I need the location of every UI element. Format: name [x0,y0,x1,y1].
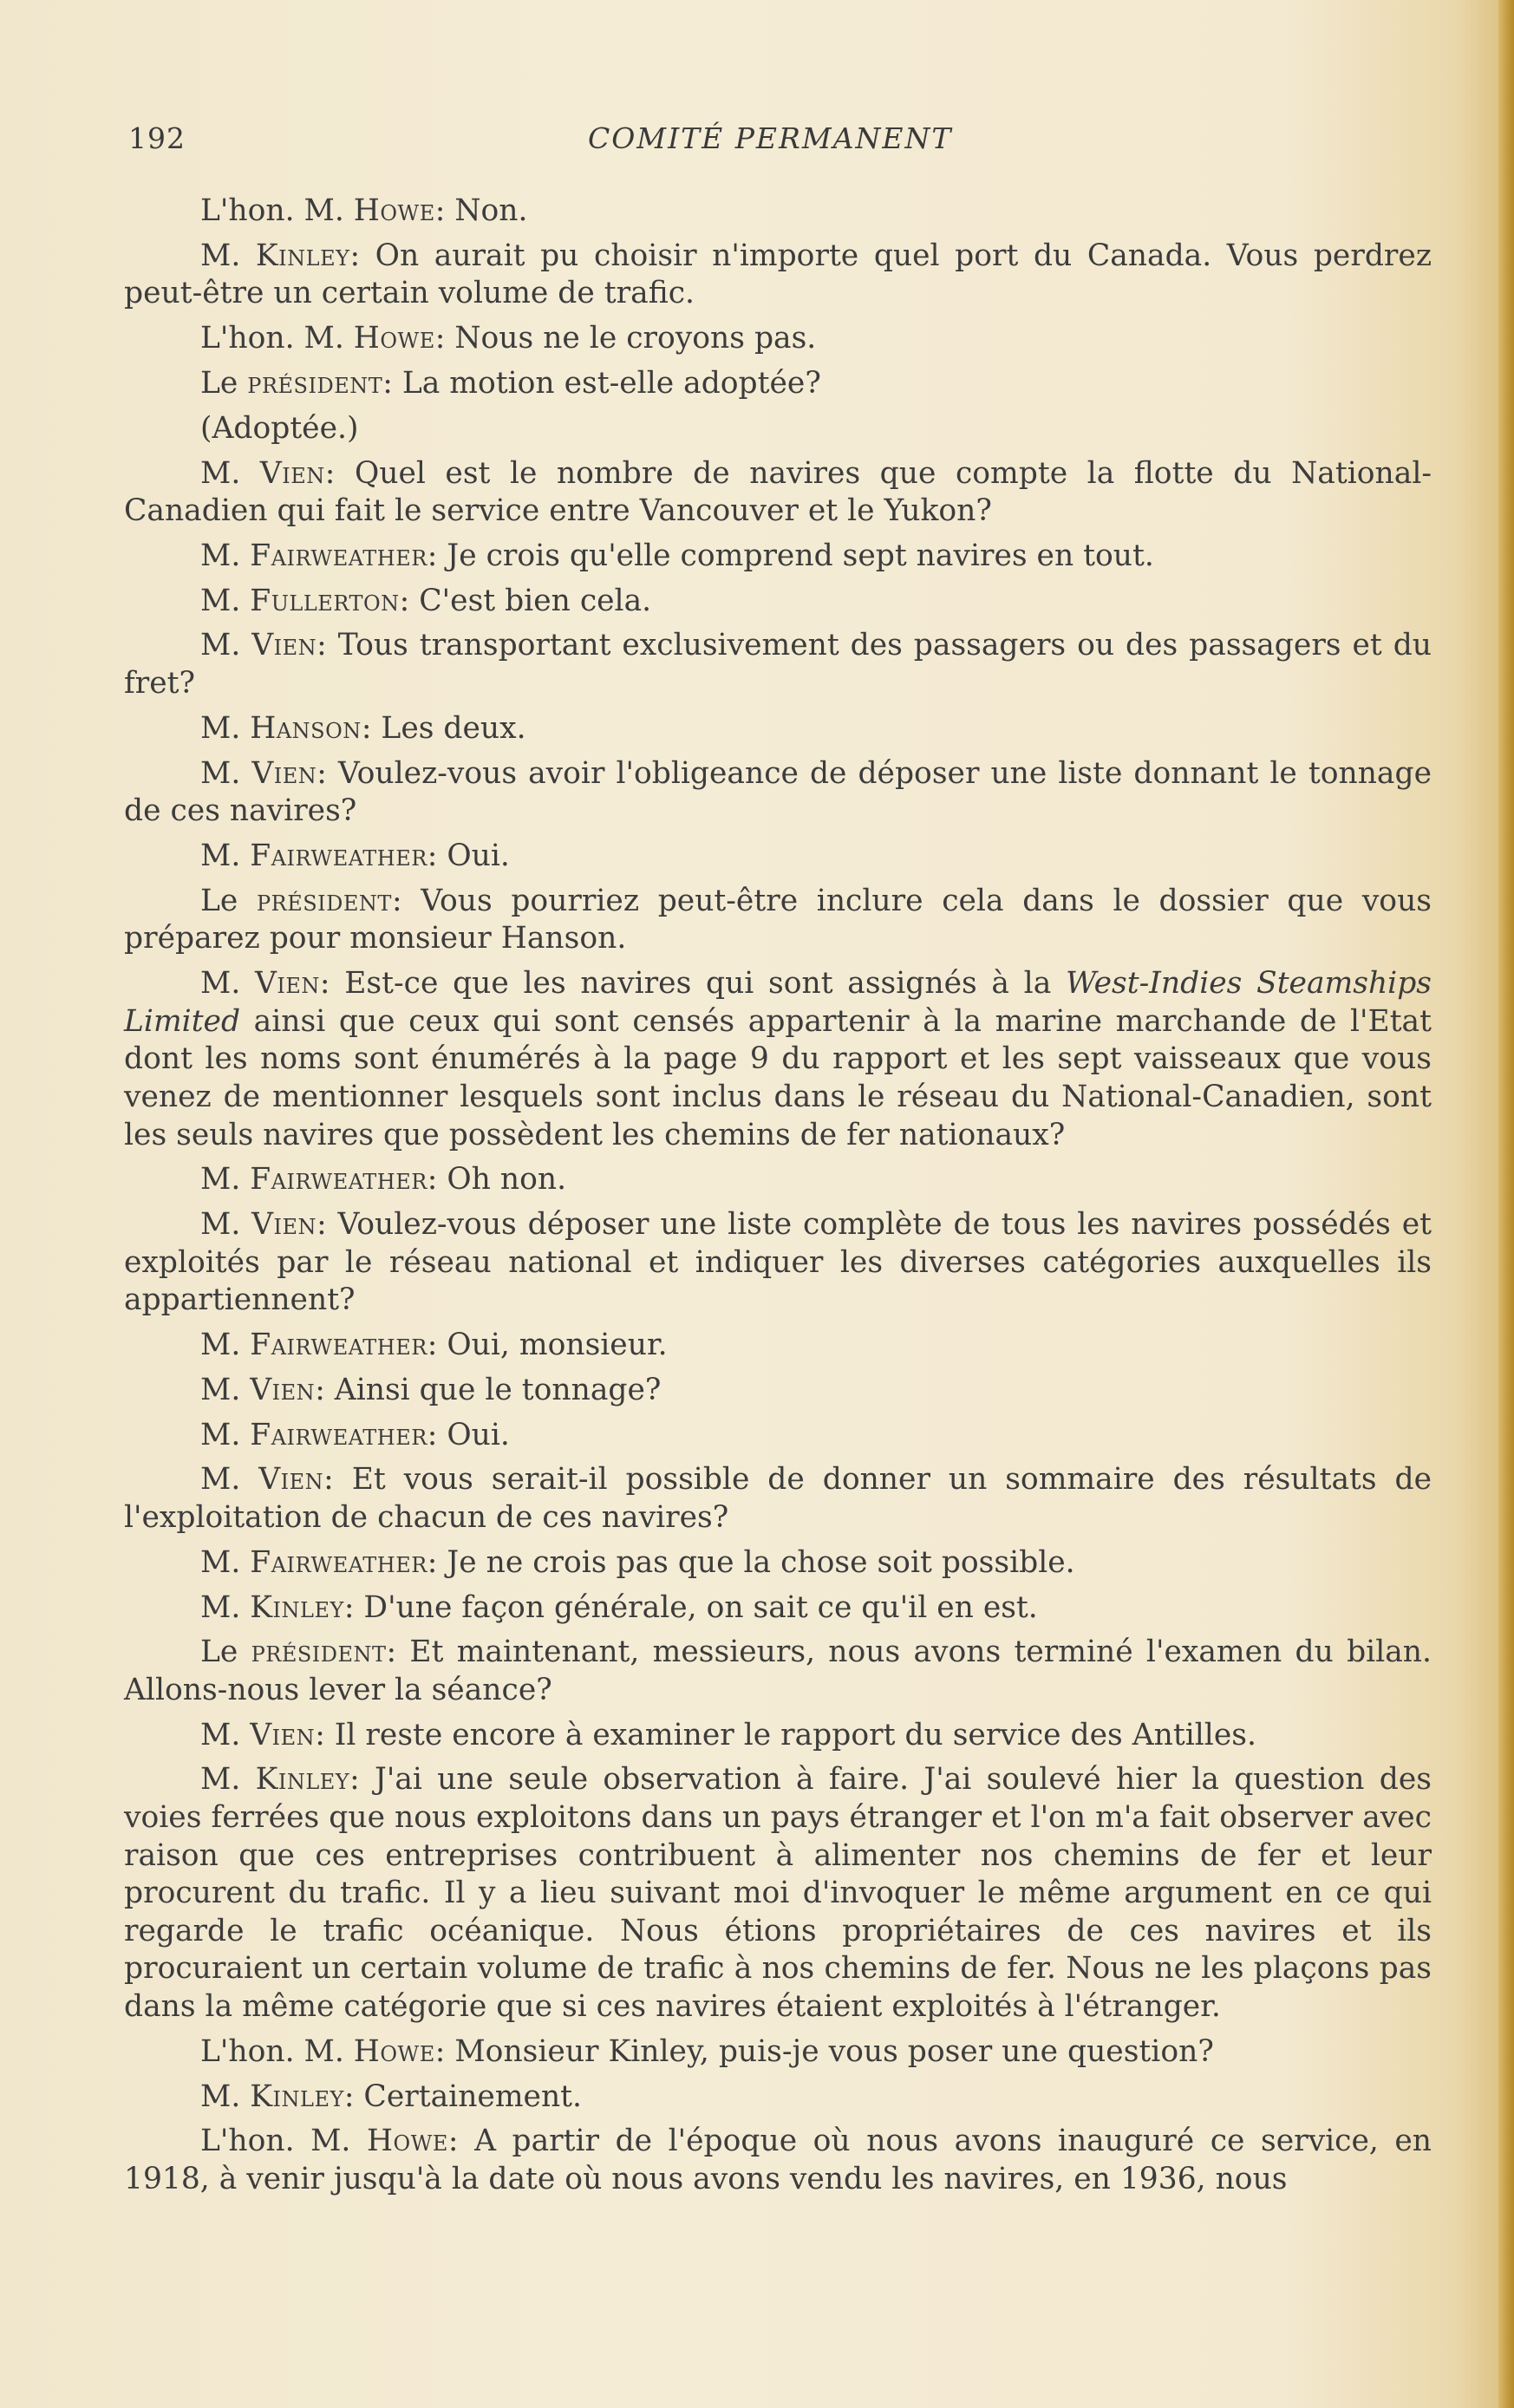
speaker-name: Howe [353,321,435,356]
paragraph-text: J'ai une seule observation à faire. J'ai soulevé hier la question des voies ferrées que nous exploitons dans un pays étranger et l'on m'a fait observer avec raison que ces entreprises contribuent à alimenter nos chemins de fer et leur procurent du trafic. Il y a lieu suivant moi d'invoquer le même argument en ce qui regarde le trafic océanique. Nous étions propriétaires de ces navires et ils procuraient un certain volume de trafic à nos chemins de fer. Nous ne les plaçons pas dans la même catégorie que si ces navires étaient exploités à l'étranger. [124,1762,1432,2025]
speaker-title: M. [200,710,251,746]
speaker-title: M. [200,838,251,873]
paragraph-text: Oh non. [447,1162,567,1197]
transcript-paragraph [124,365,1432,403]
speaker-separator: : [427,1328,447,1363]
speaker-name: président [251,1635,387,1670]
transcript-paragraph [124,455,1432,531]
speaker-separator: : [391,883,421,918]
transcript-paragraph [124,320,1432,358]
speaker-separator: : [324,455,355,491]
transcript-paragraph [124,2123,1432,2198]
paragraph-text: Et vous serait-il possible de donner un sommaire des résultats de l'exploitation de chacun de ces navires? [124,1462,1432,1535]
transcript-paragraph [124,193,1432,231]
transcript-paragraph [124,583,1432,621]
speaker-name: Vien [258,1462,324,1498]
speaker-name: Fairweather [250,1544,427,1580]
speaker-title: M. [200,1417,251,1452]
speaker-title: M. [200,455,260,491]
paragraph-text: La motion est-elle adoptée? [401,365,821,401]
paragraph-text: Certainement. [363,2078,583,2114]
speaker-separator: : [317,1207,338,1243]
paragraph-text: Et maintenant, messieurs, nous avons terminé l'examen du bilan. Allons-nous lever la séance? [124,1635,1432,1707]
speaker-separator: : [386,1635,410,1670]
speaker-separator: : [434,321,455,356]
paragraph-text: Voulez-vous déposer une liste complète de tous les navires possédés et exploités par le réseau national et indiquer les diverses catégories auxquelles ils appartiennent? [124,1207,1432,1318]
speaker-title: M. [200,1589,251,1625]
transcript-paragraph [124,627,1432,702]
speaker-name: Fairweather [250,1162,427,1197]
speaker-separator: : [349,1762,375,1798]
transcript-paragraph [124,1589,1432,1628]
speaker-name: Fairweather [250,1417,427,1452]
paragraph-text: Tous transportant exclusivement des passagers ou des passagers et du fret? [124,628,1432,702]
speaker-title: M. [200,1544,251,1580]
speaker-title: M. [200,1162,251,1197]
transcript-paragraph [124,1717,1432,1755]
speaker-name: Howe [353,2033,435,2069]
speaker-title: M. [200,1462,259,1498]
speaker-title: M. [200,1762,256,1798]
page-edge-shadow [1498,0,1514,2408]
paragraph-text: Ainsi que le tonnage? [334,1372,662,1407]
speaker-name: Howe [353,193,435,228]
paragraph-text: On aurait pu choisir n'importe quel port du Canada. Vous perdrez peut-être un certain volume de trafic. [124,238,1432,311]
speaker-title: M. [200,628,252,663]
speaker-title: L'hon. M. [200,2033,354,2069]
speaker-separator: : [447,2124,475,2159]
speaker-separator: : [361,710,382,746]
speaker-separator: : [427,838,447,873]
speaker-name: Fairweather [250,538,427,573]
speaker-name: président [257,883,392,918]
transcript-paragraph [124,838,1432,876]
speaker-title: L'hon. M. [200,193,354,228]
speaker-title: M. [200,1372,251,1407]
paragraph-text: Les deux. [381,710,526,746]
paragraph-text: Je crois qu'elle comprend sept navires en tout. [447,538,1154,573]
transcript-body [124,193,1432,2206]
speaker-separator: : [434,2033,455,2069]
transcript-paragraph [124,410,1432,448]
speaker-name: Vien [250,1717,316,1752]
transcript-paragraph [124,2033,1432,2072]
paragraph-text: A partir de l'époque où nous avons inauguré ce service, en 1918, à venir jusqu'à la date où nous avons vendu les navires, en 1936, nous [124,2124,1432,2196]
italic-name: West-Indies Steamships Limited [124,966,1432,1039]
transcript-paragraph [124,1161,1432,1199]
speaker-separator: : [382,365,402,401]
speaker-separator: : [349,238,375,273]
transcript-paragraph [124,1461,1432,1537]
speaker-name: Fairweather [250,1328,427,1363]
transcript-paragraph [124,1634,1432,1709]
speaker-title: M. [200,238,256,273]
speaker-separator: : [434,193,455,228]
transcript-paragraph [124,1372,1432,1410]
speaker-separator: : [427,1544,447,1580]
speaker-name: Kinley [255,238,350,273]
paragraph-text: Quel est le nombre de navires que compte la flotte du National-Canadien qui fait le service entre Vancouver et le Yukon? [124,455,1432,529]
paragraph-text: Oui. [447,1417,510,1452]
speaker-separator: : [343,1589,364,1625]
page-header [0,121,1514,165]
paragraph-text: Oui. [447,838,510,873]
paragraph-text: Vous pourriez peut-être inclure cela dans le dossier que vous préparez pour monsieur Hanson. [124,883,1432,956]
paragraph-text: (Adoptée.) [200,410,359,446]
transcript-paragraph [124,965,1432,1154]
speaker-separator: : [317,755,338,791]
speaker-name: Kinley [250,2078,344,2114]
speaker-name: Vien [255,966,320,1002]
speaker-separator: : [427,1417,447,1452]
paragraph-text: C'est bien cela. [419,583,652,618]
paragraph-text: Non. [454,193,528,228]
transcript-paragraph [124,755,1432,831]
speaker-separator: : [343,2078,364,2114]
transcript-paragraph [124,1544,1432,1582]
speaker-title: M. [200,2078,251,2114]
speaker-title: Le [200,883,257,918]
transcript-paragraph [124,1206,1432,1320]
speaker-name: Fairweather [250,838,427,873]
speaker-separator: : [323,1462,352,1498]
speaker-title: M. [200,538,251,573]
speaker-name: président [247,365,383,401]
speaker-name: Vien [251,755,317,791]
speaker-separator: : [399,583,420,618]
speaker-title: Le [200,1635,251,1670]
paragraph-text: Il reste encore à examiner le rapport du service des Antilles. [334,1717,1256,1752]
speaker-title: M. [200,755,252,791]
paragraph-text: Voulez-vous avoir l'obligeance de déposer une liste donnant le tonnage de ces navires? [124,755,1432,829]
speaker-separator: : [319,966,345,1002]
speaker-name: Fullerton [250,583,400,618]
paragraph-text: Nous ne le croyons pas. [454,321,817,356]
transcript-paragraph [124,1327,1432,1365]
speaker-separator: : [315,1372,335,1407]
transcript-paragraph [124,1417,1432,1455]
paragraph-text: D'une façon générale, on sait ce qu'il en est. [363,1589,1038,1625]
transcript-paragraph [124,1761,1432,2026]
page-number: 192 [128,121,186,155]
speaker-name: Vien [251,628,317,663]
paragraph-text: Je ne crois pas que la chose soit possible. [447,1544,1075,1580]
speaker-name: Vien [251,1207,317,1243]
speaker-title: M. [200,1328,251,1363]
speaker-title: Le [200,365,248,401]
transcript-paragraph [124,538,1432,576]
transcript-paragraph [124,2078,1432,2117]
speaker-title: M. [200,966,255,1002]
transcript-paragraph [124,238,1432,313]
speaker-name: Vien [259,455,325,491]
speaker-title: M. [200,1207,252,1243]
transcript-paragraph [124,883,1432,958]
speaker-separator: : [315,1717,335,1752]
speaker-title: L'hon. M. [200,321,354,356]
speaker-name: Howe [366,2124,448,2159]
transcript-paragraph [124,710,1432,748]
paragraph-text: Oui, monsieur. [447,1328,668,1363]
paragraph-text-continued: ainsi que ceux qui sont censés appartenir à la marine marchande de l'Etat dont les noms sont énumérés à la page 9 du rapport et les sept vaisseaux que vous venez de mentionner lesquels sont inclus dans le réseau du National-Canadien, sont les seuls navires que possèdent les chemins de fer nationaux? [124,1003,1432,1152]
speaker-separator: : [427,1162,447,1197]
speaker-title: M. [200,583,251,618]
speaker-name: Kinley [250,1589,344,1625]
paragraph-text: Monsieur Kinley, puis-je vous poser une question? [454,2033,1214,2069]
speaker-name: Hanson [250,710,362,746]
paragraph-text: Est-ce que les navires qui sont assignés à la [344,966,1066,1002]
speaker-name: Vien [250,1372,316,1407]
speaker-title: M. [200,1717,251,1752]
speaker-name: Kinley [255,1762,350,1798]
speaker-separator: : [427,538,447,573]
running-title: COMITÉ PERMANENT [588,121,953,155]
speaker-title: L'hon. M. [200,2124,367,2159]
speaker-separator: : [317,628,338,663]
